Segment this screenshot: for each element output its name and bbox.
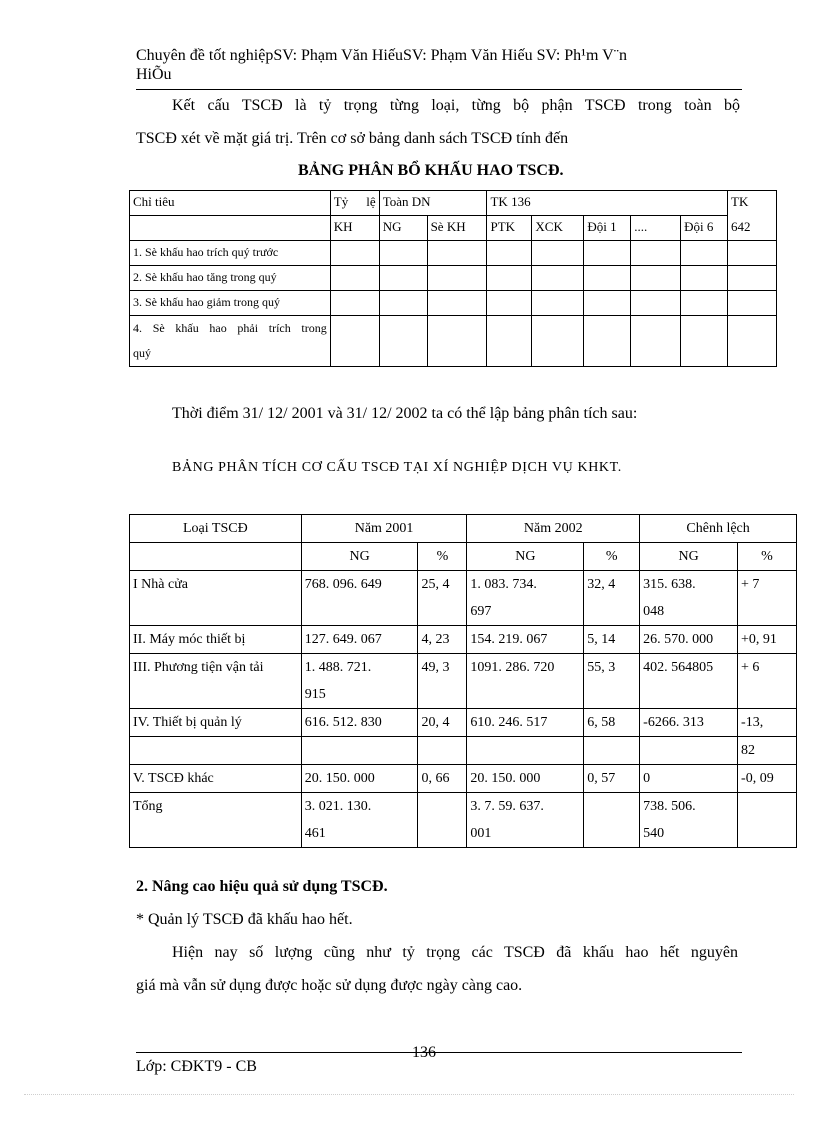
ng-diff: 738. 506. 540 (640, 793, 738, 848)
th-nam-2002: Năm 2002 (467, 515, 640, 543)
asset-name: II. Máy móc thiết bị (130, 626, 302, 654)
th-ng-diff: NG (640, 543, 738, 571)
pct-diff-cont: 82 (738, 737, 797, 765)
row-label: 3. Sè khấu hao giảm trong quý (130, 291, 331, 316)
table2-title: BẢNG PHÂN TÍCH CƠ CẤU TSCĐ TẠI XÍ NGHIỆP DỊCH VỤ KHKT. (172, 460, 622, 475)
th-tk-136: TK 136 (487, 191, 728, 216)
asset-name: V. TSCĐ khác (130, 765, 302, 793)
table-row-total (130, 793, 797, 848)
table-row (130, 626, 797, 654)
pct-diff: -13, (738, 709, 797, 737)
th-nam-2001: Năm 2001 (301, 515, 467, 543)
ng-2001: 1. 488. 721. 915 (301, 654, 418, 709)
th-so-kh: Sè KH (427, 216, 487, 241)
structure-analysis-table (129, 514, 797, 848)
ng-diff: 315. 638. 048 (640, 571, 738, 626)
ng-2002: 1. 083. 734. 697 (467, 571, 584, 626)
th-kh: KH (330, 216, 379, 241)
analysis-intro: Thời điểm 31/ 12/ 2001 và 31/ 12/ 2002 ta có thể lập bảng phân tích sau: (172, 405, 638, 422)
th-pct-diff: % (738, 543, 797, 571)
table-row (130, 765, 797, 793)
ng-diff: 26. 570. 000 (640, 626, 738, 654)
th-dots: .... (631, 216, 681, 241)
pct-2001: 4, 23 (418, 626, 467, 654)
ng-2002: 20. 150. 000 (467, 765, 584, 793)
asset-name: Tổng (130, 793, 302, 848)
pct-2002: 6, 58 (584, 709, 640, 737)
th-doi-1: Đội 1 (584, 216, 631, 241)
ng-2002: 3. 7. 59. 637. 001 (467, 793, 584, 848)
table-row (130, 316, 777, 367)
table1-title: BẢNG PHÂN BỔ KHẤU HAO TSCĐ. (298, 162, 564, 179)
depreciation-allocation-table (129, 190, 777, 367)
pct-diff: + 6 (738, 654, 797, 709)
ng-2002: 1091. 286. 720 (467, 654, 584, 709)
table-row (130, 709, 797, 737)
header-line-1: Chuyên đề tốt nghiệpSV: Phạm Văn HiếuSV: Phạm Văn Hiếu SV: Ph¹m V¨n (136, 47, 628, 64)
header-rule (136, 89, 742, 90)
section-heading: 2. Nâng cao hiệu quả sử dụng TSCĐ. (136, 878, 388, 895)
pct-2001: 0, 66 (418, 765, 467, 793)
asset-name: I Nhà cửa (130, 571, 302, 626)
page-number: 136 (412, 1044, 436, 1061)
pct-2001 (418, 793, 467, 848)
pct-2001: 20, 4 (418, 709, 467, 737)
pct-diff: +0, 91 (738, 626, 797, 654)
header-line-2: HiÕu (136, 66, 172, 83)
footer-class: Lớp: CĐKT9 - CB (136, 1058, 257, 1075)
intro-line-2: TSCĐ xét về mặt giá trị. Trên cơ sở bảng danh sách TSCĐ tính đến (136, 130, 569, 147)
asset-name: III. Phương tiện vận tải (130, 654, 302, 709)
section-line-1: Hiện nay số lượng cũng như tỷ trọng các TSCĐ đã khấu hao hết nguyên (172, 944, 738, 961)
pct-2002: 32, 4 (584, 571, 640, 626)
ng-2001: 20. 150. 000 (301, 765, 418, 793)
pct-2001: 25, 4 (418, 571, 467, 626)
pct-2002 (584, 793, 640, 848)
th-ng-2001: NG (301, 543, 418, 571)
th-ty-le: Tỷ lệ (330, 191, 379, 216)
th-tk-642-a: TK (728, 191, 777, 216)
section-bullet: * Quản lý TSCĐ đã khấu hao hết. (136, 911, 353, 928)
th-ng-2002: NG (467, 543, 584, 571)
th-ptk: PTK (487, 216, 532, 241)
table-row (130, 737, 797, 765)
intro-line-1: Kết cấu TSCĐ là tỷ trọng từng loại, từng bộ phận TSCĐ trong toàn bộ (172, 97, 740, 114)
ng-2001: 3. 021. 130. 461 (301, 793, 418, 848)
table-row (130, 291, 777, 316)
page-bottom-border (24, 1094, 794, 1095)
th-pct-2001: % (418, 543, 467, 571)
pct-2001: 49, 3 (418, 654, 467, 709)
row-label: 2. Sè khấu hao tăng trong quý (130, 266, 331, 291)
th-chenh-lech: Chênh lệch (640, 515, 797, 543)
footer-rule (136, 1052, 742, 1053)
table-row (130, 571, 797, 626)
pct-diff: -0, 09 (738, 765, 797, 793)
page-header (136, 46, 742, 84)
table-row (130, 654, 797, 709)
table-row (130, 241, 777, 266)
ng-2001: 616. 512. 830 (301, 709, 418, 737)
th-toan-dn: Toàn DN (379, 191, 487, 216)
pct-2002: 0, 57 (584, 765, 640, 793)
ng-diff: 402. 564805 (640, 654, 738, 709)
row-label: 4. Sè khấu hao phải trích trong quý (130, 316, 331, 367)
ng-2001: 768. 096. 649 (301, 571, 418, 626)
section-line-2: giá mà vẫn sử dụng được hoặc sử dụng được ngày càng cao. (136, 977, 523, 994)
ng-diff: -6266. 313 (640, 709, 738, 737)
pct-diff: + 7 (738, 571, 797, 626)
th-loai-tscd: Loại TSCĐ (130, 515, 302, 543)
ng-diff: 0 (640, 765, 738, 793)
row-label: 1. Sè khấu hao trích quý trước (130, 241, 331, 266)
pct-2002: 55, 3 (584, 654, 640, 709)
th-xck: XCK (532, 216, 584, 241)
th-tk-642-b: 642 (728, 216, 777, 241)
pct-2002: 5, 14 (584, 626, 640, 654)
th-chi-tieu: Chỉ tiêu (130, 191, 331, 216)
th-ng: NG (379, 216, 427, 241)
ng-2002: 610. 246. 517 (467, 709, 584, 737)
pct-diff (738, 793, 797, 848)
th-doi-6: Đội 6 (681, 216, 728, 241)
table-row (130, 266, 777, 291)
asset-name: IV. Thiết bị quản lý (130, 709, 302, 737)
ng-2001: 127. 649. 067 (301, 626, 418, 654)
th-pct-2002: % (584, 543, 640, 571)
ng-2002: 154. 219. 067 (467, 626, 584, 654)
